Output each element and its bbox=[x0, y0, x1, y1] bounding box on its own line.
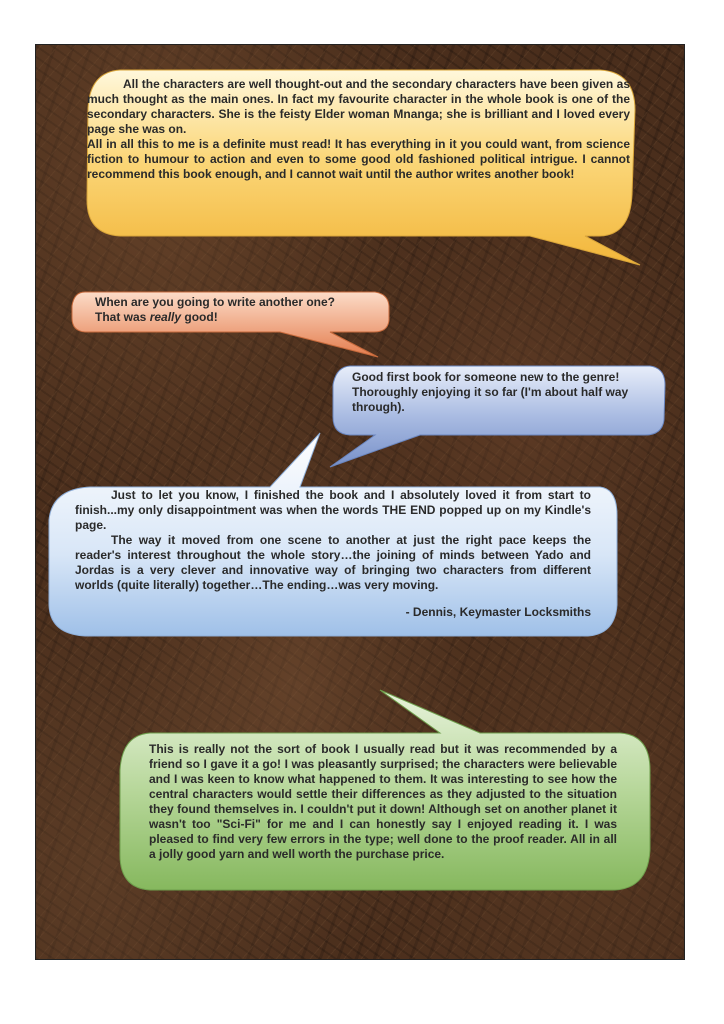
bubble-2-text bbox=[95, 295, 385, 325]
bubble-1-paragraph-2: All in all this to me is a definite must read! It has everything in it you could want, from science fiction to humour to action and even to some good old fashioned political intrigue. I cannot recommend this book enough, and I cannot wait until the author writes another book! bbox=[87, 137, 630, 181]
bubble-5-text bbox=[149, 742, 617, 862]
bubble-4-paragraph-1 bbox=[75, 488, 591, 533]
bubble-2-emphasis: really bbox=[149, 310, 182, 324]
bubble-3-paragraph: Good first book for someone new to the genre! Thoroughly enjoying it so far (I'm about half way through). bbox=[352, 370, 629, 414]
bubble-4-para1-pre: Just to let you know, I finished the book and I absolutely loved it from start to finish...my only disappointment was when the words bbox=[75, 488, 591, 517]
bubble-4-paragraph-2: The way it moved from one scene to another at just the right pace keeps the reader's interest throughout the whole story…the joining of minds between Yado and Jordas is a very clever and innovative way of bringing two characters from different worlds (quite literally) together…The ending…was very moving. bbox=[75, 533, 591, 592]
bubble-4-signature: - Dennis, Keymaster Locksmiths bbox=[405, 605, 591, 619]
bubble-4-para1-post: popped up on my Kindle's page. bbox=[75, 503, 592, 532]
bubble-4-the-end: THE END bbox=[382, 503, 436, 517]
bubble-1-paragraph-1: All the characters are well thought-out and the secondary characters have been given as much thought as the main ones. In fact my favourite character in the whole book is one of the secondary characters. She is the feisty Elder woman Mnanga; she is brilliant and I loved every page she was on. bbox=[87, 77, 630, 136]
bubble-5-paragraph: This is really not the sort of book I usually read but it was recommended by a friend so I gave it a go! I was pleasantly surprised; the characters were believable and I was keen to know what happened to them. It was interesting to see how the central characters would settle their differences as they adjusted to the situation they found themselves in. I couldn't put it down! Although set on another planet it wasn't too "Sci-Fi" for me and I can honestly say I enjoyed reading it. I was pleased to find very few errors in the type; well done to the proof reader. All in all a jolly good yarn and well worth the purchase price. bbox=[149, 742, 617, 861]
bubble-4-text bbox=[75, 488, 591, 620]
bubble-3-text bbox=[352, 370, 652, 415]
bubble-2-line-1: When are you going to write another one? bbox=[95, 295, 336, 309]
bubble-2-line-2-pre: That was bbox=[95, 310, 150, 324]
bubble-2-line-2-post: good! bbox=[181, 310, 218, 324]
bubble-2-line-2 bbox=[95, 310, 385, 325]
bubble-1-text bbox=[87, 77, 630, 182]
